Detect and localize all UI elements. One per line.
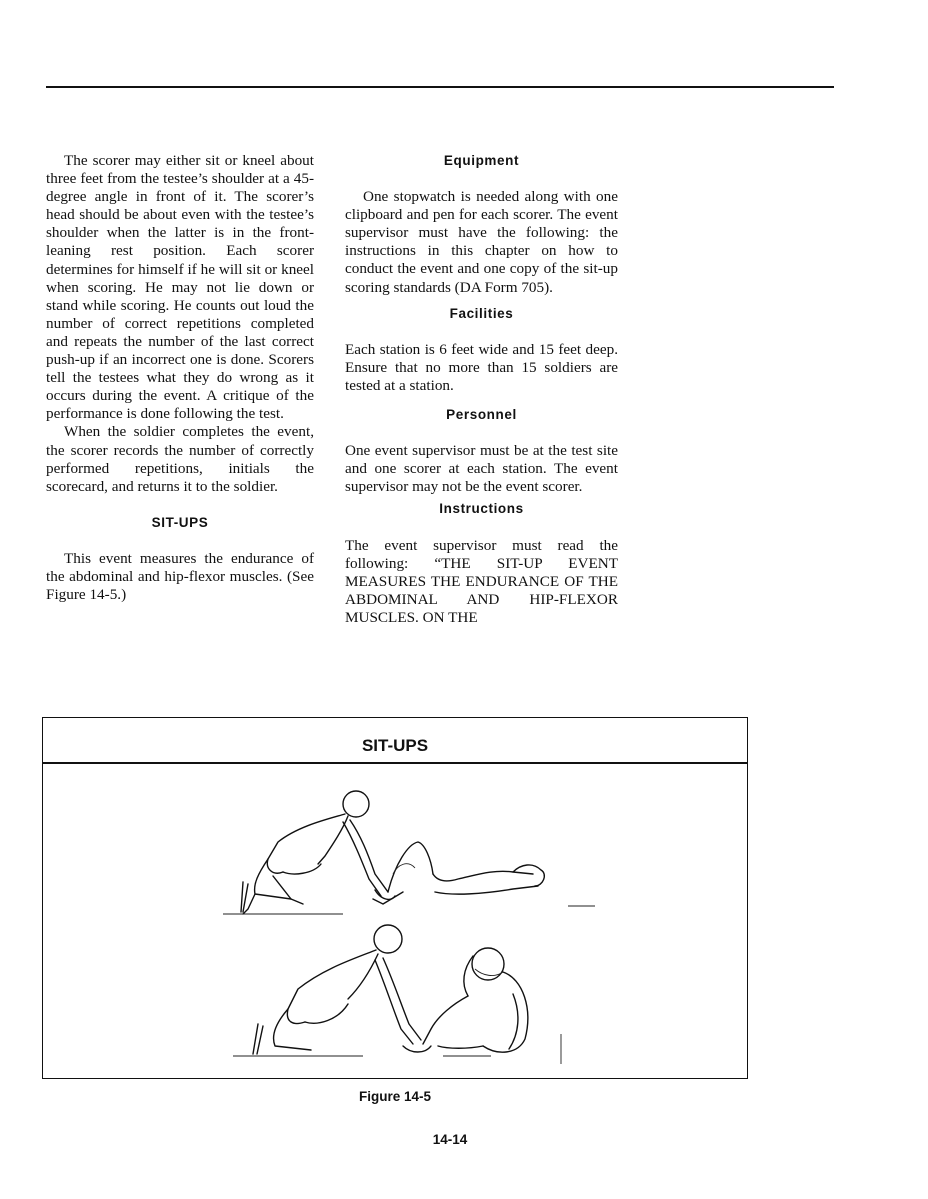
paragraph-situps-intro: This event measures the endurance of the abdominal and hip-flexor muscles. (See Figure 14-5.)	[46, 549, 314, 604]
situp-illustration	[43, 764, 746, 1077]
header-rule	[46, 86, 834, 88]
right-column	[345, 152, 618, 627]
scorer-kneeling-bottom	[253, 925, 431, 1054]
figure-caption: Figure 14-5	[358, 1089, 432, 1104]
left-column	[46, 152, 314, 604]
figure-title: SIT-UPS	[361, 736, 429, 755]
section-heading-equipment: Equipment	[443, 153, 520, 168]
paragraph-equipment: One stopwatch is needed along with one clipboard and pen for each scorer. The event supervisor must have the following: the instructions in this chapter on how to conduct the event and one copy of the sit-up scoring standards (DA Form 705).	[345, 188, 618, 296]
section-heading-facilities: Facilities	[449, 305, 514, 321]
paragraph-scorer-position: The scorer may either sit or kneel about three feet from the testee’s shoulder at a 45-degree angle in front of it. The scorer’s head should be about even with the testee’s shoulder when the latter is in the front-leaning rest position. Each scorer determines for himself if he will sit or kneel when scoring. He may not lie down or stand while scoring. He counts out loud the number of correct repetitions completed and repeats the number of the last correct push-up if an incorrect one is done. Scorers tell the testees what they do wrong as it occurs during the event. A critique of the performance is done following the test.	[46, 152, 314, 423]
floor-line-top	[223, 906, 595, 914]
section-heading-instructions: Instructions	[439, 501, 524, 517]
floor-line-bottom	[233, 1034, 561, 1064]
testee-lying	[373, 842, 544, 904]
paragraph-personnel: One event supervisor must be at the test site and one scorer at each station. The event supervisor may not be the event scorer.	[345, 442, 618, 496]
page-number: 14-14	[432, 1132, 468, 1147]
paragraph-event-completion: When the soldier completes the event, the scorer records the number of correctly performed repetitions, initials the scorecard, and returns it to the soldier.	[46, 423, 314, 495]
section-heading-situps: SIT-UPS	[151, 514, 209, 530]
scorer-kneeling-top	[241, 791, 395, 914]
paragraph-instructions: The event supervisor must read the following: “THE SIT-UP EVENT MEASURES THE ENDURANCE OF THE ABDOMINAL AND HIP-FLEXOR MUSCLES. ON THE	[345, 536, 618, 626]
testee-sitting-up	[423, 948, 528, 1052]
figure-frame	[42, 717, 748, 1079]
paragraph-facilities: Each station is 6 feet wide and 15 feet deep. Ensure that no more than 15 soldiers are tested at a station.	[345, 340, 618, 394]
section-heading-personnel: Personnel	[446, 407, 517, 423]
